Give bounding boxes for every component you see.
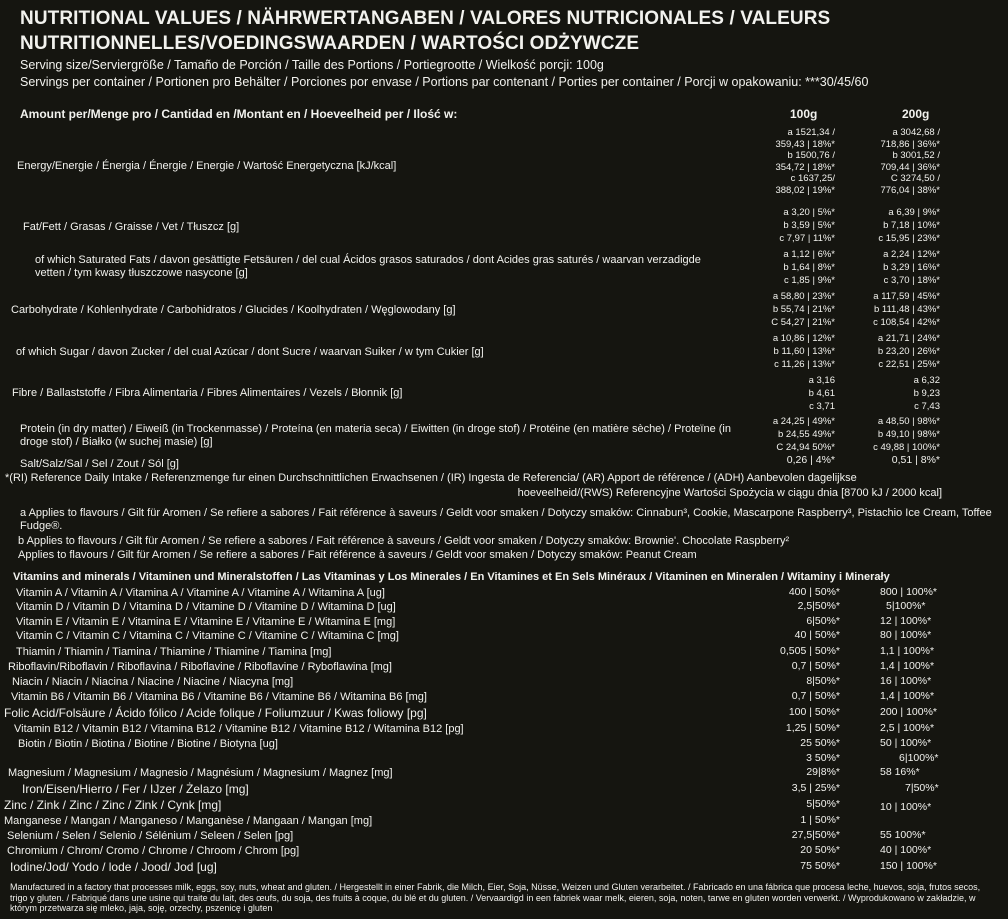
value-100g: a 1,12 | 6%*	[783, 249, 835, 260]
servings-per-container: Servings per container / Portionen pro Behälter / Porciones por envase / Portions par contenant / Porties per container / Porcji w opakowaniu: ***30/45/60	[20, 75, 869, 89]
vitamin-value-200g: 80 | 100%*	[880, 629, 932, 641]
vitamin-value-200g: 200 | 100%*	[880, 706, 938, 718]
vitamin-value-200g: 40 | 100%*	[880, 844, 932, 856]
value-100g: 354,72 | 18%*	[775, 161, 835, 173]
value-100g: a 10,86 | 12%*	[772, 333, 835, 344]
value-100g: 359,43 | 18%*	[775, 138, 835, 150]
column-header-200g: 200g	[902, 107, 930, 121]
vitamins-header: Vitamins and minerals / Vitaminen und Mineralstoffen / Las Vitaminas y Los Minerales / En Vitamines et En Sels Minéraux / Vitaminen en Mineralen / Witaminy i Minerały	[13, 571, 890, 583]
vitamin-value-100g: 20 50%*	[800, 844, 840, 856]
value-200g: c 22,51 | 25%*	[878, 359, 940, 371]
vitamin-label: Magnesium / Magnesium / Magnesio / Magnésium / Magnesium / Magnez [mg]	[8, 767, 393, 779]
vitamin-value-100g: 25 50%*	[800, 737, 840, 749]
nutrient-label: Protein (in dry matter) / Eiweiß (in Trockenmasse) / Proteína (en materia seca) / Eiwitten (in droge stof) / Protéine (en matière sèche) / Proteïne (in droge stof) / Białko (w suchej masie) [g]	[20, 423, 731, 448]
value-200g: a 6,39 | 9%*	[888, 207, 940, 218]
value-100g: a 3,16	[808, 375, 835, 386]
flavour-note-a: a Applies to flavours / Gilt für Aromen / Se refiere a sabores / Fait référence à saveurs / Geldt voor smaken / Dotyczy smaków: Cinnabun³, Cookie, Mascarpone Raspberry³, Pistachio Ice Cream, Toffee Fudge®.	[20, 507, 992, 532]
value-200g: 718,86 | 36%*	[880, 138, 940, 150]
vitamin-value-100g: 400 | 50%*	[788, 586, 840, 598]
vitamin-label: Biotin / Biotin / Biotina / Biotine / Biotine / Biotyna [ug]	[18, 738, 278, 750]
vitamin-value-100g: 1 | 50%*	[800, 814, 840, 826]
value-100g: a 24,25 | 49%*	[772, 416, 835, 427]
flavour-note-c: Applies to flavours / Gilt für Aromen / Se refiere a sabores / Fait référence à saveurs / Geldt voor smaken / Dotyczy smaków: Peanut Cream	[18, 549, 697, 561]
value-100g: b 11,60 | 13%*	[773, 346, 835, 358]
value-200g: 0,51 | 8%*	[891, 454, 940, 466]
vitamin-value-200g: 2,5 | 100%*	[880, 722, 935, 734]
serving-size: Serving size/Serviergröße / Tamaño de Porción / Taille des Portions / Portiegrootte / Wielkość porcji: 100g	[20, 58, 604, 72]
nutrient-label: Carbohydrate / Kohlenhydrate / Carbohidratos / Glucides / Koolhydraten / Węglowodany [g]	[11, 304, 456, 316]
vitamin-value-200g: 10 | 100%*	[880, 801, 932, 813]
vitamin-label: Vitamin B12 / Vitamin B12 / Vitamina B12 / Vitamine B12 / Vitamine B12 / Witamina B12 [pg]	[14, 723, 464, 735]
value-100g: b 3,59 | 5%*	[783, 220, 835, 232]
allergen-footer: Manufactured in a factory that processes milk, eggs, soy, nuts, wheat and gluten. / Hergestellt in einer Fabrik, die Milch, Eier, Soja, Nüsse, Weizen und Gluten verarbeitet. / Fabricado en una fábrica que procesa leche, huevos, soja, frutos secos, trigo y gluten. / Fabriqué dans une usine qui traite du lait, des œufs, du soja, des fruits à coque, du blé et du gluten. / Vervaardigd in een fabriek waar melk, eieren, soja, noten, tarwe en gluten worden verwerkt. / Wyprodukowano w zakładzie, w którym przetwarza się mleko, jaja, soję, orzechy, pszenicę i gluten	[10, 882, 981, 913]
vitamin-label: Niacin / Niacin / Niacina / Niacine / Niacine / Niacyna [mg]	[12, 676, 294, 688]
vitamin-value-200g: 7|50%*	[905, 782, 939, 794]
value-100g: 0,26 | 4%*	[786, 454, 835, 466]
value-200g: b 49,10 | 98%*	[877, 429, 940, 441]
vitamin-value-100g: 5|50%*	[806, 798, 840, 810]
value-200g: 709,44 | 36%*	[880, 161, 940, 173]
value-200g: b 23,20 | 26%*	[877, 346, 940, 358]
vitamin-value-100g: 75 50%*	[800, 860, 840, 872]
value-200g: a 21,71 | 24%*	[877, 333, 940, 344]
value-200g: c 108,54 | 42%*	[873, 317, 940, 329]
ri-note: *(RI) Reference Daily Intake / Referenzmenge fur einen Durchschnittlichen Erwachsenen / (IR) Ingesta de Referencia/ (AR) Apport de référence / (ADH) Aanbevolen dagelijkse	[5, 472, 857, 484]
value-100g: c 11,26 | 13%*	[774, 359, 835, 371]
vitamin-label: Riboflavin/Riboflavin / Riboflavina / Riboflavine / Riboflavine / Ryboflawina [mg]	[8, 661, 392, 673]
value-100g: b 1,64 | 8%*	[783, 262, 835, 274]
value-100g: C 24,94 50%*	[776, 442, 835, 454]
vitamin-label: Thiamin / Thiamin / Tiamina / Thiamine / Thiamine / Tiamina [mg]	[16, 646, 332, 658]
value-100g: a 58,80 | 23%*	[772, 291, 835, 302]
title-line-1: NUTRITIONAL VALUES / NÄHRWERTANGABEN / VALORES NUTRICIONALES / VALEURS	[20, 8, 831, 29]
vitamin-label: Vitamin B6 / Vitamin B6 / Vitamina B6 / Vitamine B6 / Vitamine B6 / Witamina B6 [mg]	[11, 691, 427, 703]
vitamin-label: Zinc / Zink / Zinc / Zinc / Zink / Cynk [mg]	[4, 798, 222, 812]
vitamin-value-200g: 12 | 100%*	[880, 615, 932, 627]
vitamin-value-100g: 100 | 50%*	[788, 706, 840, 718]
vitamin-value-200g: 50 | 100%*	[880, 737, 932, 749]
amount-header: Amount per/Menge pro / Cantidad en /Montant en / Hoeveelheid per / Ilość w:	[20, 107, 458, 121]
vitamin-value-200g: 55 100%*	[880, 829, 926, 841]
value-100g: C 54,27 | 21%*	[771, 317, 835, 329]
value-200g: c 7,43	[914, 401, 940, 413]
value-200g: b 7,18 | 10%*	[883, 220, 940, 232]
value-100g: 388,02 | 19%*	[775, 184, 835, 196]
value-200g: c 3,70 | 18%*	[883, 275, 940, 287]
vitamin-label: Selenium / Selen / Selenio / Sélénium / Seleen / Selen [pg]	[7, 830, 294, 842]
nutrient-label: Energy/Energie / Énergia / Énergie / Energie / Wartość Energetyczna [kJ/kcal]	[17, 160, 397, 172]
vitamin-value-100g: 3 50%*	[806, 752, 840, 764]
value-200g: b 9,23	[913, 388, 940, 400]
vitamin-value-100g: 0,505 | 50%*	[780, 645, 840, 657]
vitamin-value-200g: 150 | 100%*	[880, 860, 938, 872]
vitamin-value-100g: 40 | 50%*	[794, 629, 840, 641]
vitamin-value-200g: 5|100%*	[886, 600, 926, 612]
value-200g: 776,04 | 38%*	[880, 184, 940, 196]
vitamin-value-200g: 6|100%*	[899, 752, 939, 764]
vitamin-value-200g: 16 | 100%*	[880, 675, 932, 687]
value-100g: b 1500,76 /	[787, 150, 835, 161]
vitamin-label: Manganese / Mangan / Manganeso / Manganèse / Mangaan / Mangan [mg]	[4, 815, 373, 827]
value-200g: C 3274,50 /	[890, 173, 940, 184]
value-200g: a 3042,68 /	[892, 127, 940, 138]
value-100g: c 7,97 | 11%*	[779, 233, 835, 245]
flavour-note-b: b Applies to flavours / Gilt für Aromen / Se refiere a sabores / Fait référence à saveurs / Geldt voor smaken / Dotyczy smaków: Brownie'. Chocolate Raspberry²	[18, 535, 790, 547]
vitamin-value-100g: 8|50%*	[806, 675, 840, 687]
vitamin-value-100g: 1,25 | 50%*	[785, 722, 840, 734]
title-line-2: NUTRITIONNELLES/VOEDINGSWAARDEN / WARTOŚCI ODŻYWCZE	[20, 33, 640, 54]
column-header-100g: 100g	[790, 107, 818, 121]
nutrient-label: Salt/Salz/Sal / Sel / Zout / Sól [g]	[20, 458, 179, 470]
value-100g: a 3,20 | 5%*	[783, 207, 835, 218]
vitamin-value-200g: 58 16%*	[880, 766, 920, 778]
value-100g: a 1521,34 /	[787, 127, 835, 138]
vitamin-value-100g: 29|8%*	[806, 766, 840, 778]
vitamin-label: Vitamin C / Vitamin C / Vitamina C / Vitamine C / Vitamine C / Witamina C [mg]	[16, 630, 399, 642]
value-100g: c 1637,25/	[790, 173, 835, 184]
value-200g: a 117,59 | 45%*	[873, 291, 940, 302]
nutrient-label: Fibre / Ballaststoffe / Fibra Alimentaria / Fibres Alimentaires / Vezels / Błonnik [g]	[12, 387, 403, 399]
ri-note-line-2: hoeveelheid/(RWS) Referencyjne Wartości Spożycia w ciągu dnia [8700 kJ / 2000 kcal]	[517, 487, 942, 499]
value-200g: a 6,32	[913, 375, 940, 386]
value-200g: a 48,50 | 98%*	[877, 416, 940, 427]
value-200g: b 3001,52 /	[892, 150, 940, 161]
value-100g: b 55,74 | 21%*	[772, 304, 835, 316]
value-100g: c 1,85 | 9%*	[783, 275, 835, 287]
nutrient-label: Fat/Fett / Grasas / Graisse / Vet / Tłuszcz [g]	[23, 221, 240, 233]
vitamin-value-100g: 27,5|50%*	[791, 829, 840, 841]
vitamin-label: Folic Acid/Folsäure / Ácido fólico / Acide folique / Foliumzuur / Kwas foliowy [pg]	[4, 706, 427, 720]
vitamin-value-200g: 800 | 100%*	[880, 586, 938, 598]
value-200g: b 3,29 | 16%*	[883, 262, 940, 274]
vitamin-label: Iodine/Jod/ Yodo / lode / Jood/ Jod [ug]	[10, 860, 217, 874]
vitamin-value-100g: 6|50%*	[806, 615, 840, 627]
vitamin-value-100g: 0,7 | 50%*	[791, 690, 840, 702]
vitamin-label: Vitamin E / Vitamin E / Vitamina E / Vitamine E / Vitamine E / Witamina E [mg]	[16, 616, 396, 628]
value-100g: b 4,61	[808, 388, 835, 400]
nutrient-label: of which Sugar / davon Zucker / del cual Azúcar / dont Sucre / waarvan Suiker / w tym Cukier [g]	[16, 346, 484, 358]
value-200g: b 111,48 | 43%*	[873, 304, 940, 316]
value-100g: b 24,55 49%*	[777, 429, 835, 441]
value-100g: c 3,71	[809, 401, 835, 413]
value-200g: c 49,88 | 100%*	[873, 442, 940, 454]
vitamin-label: Iron/Eisen/Hierro / Fer / IJzer / Żelazo [mg]	[22, 782, 249, 796]
vitamin-value-100g: 2,5|50%*	[797, 600, 840, 612]
vitamin-value-100g: 3,5 | 25%*	[791, 782, 840, 794]
vitamin-value-200g: 1,4 | 100%*	[880, 660, 935, 672]
value-200g: a 2,24 | 12%*	[883, 249, 940, 260]
vitamin-value-200g: 1,4 | 100%*	[880, 690, 935, 702]
vitamin-value-100g: 0,7 | 50%*	[791, 660, 840, 672]
vitamin-label: Vitamin D / Vitamin D / Vitamina D / Vitamine D / Vitamine D / Witamina D [ug]	[16, 601, 396, 613]
vitamin-label: Vitamin A / Vitamin A / Vitamina A / Vitamine A / Vitamine A / Witamina A [ug]	[16, 587, 385, 599]
vitamin-label: Chromium / Chrom/ Cromo / Chrome / Chroom / Chrom [pg]	[7, 845, 300, 857]
nutrient-label: of which Saturated Fats / davon gesättigte Fetsäuren / del cual Ácidos grasos saturados / dont Acides gras saturés / waarvan verzadigde vetten / tym kwasy tłuszczowe nasycone [g]	[35, 254, 701, 279]
vitamin-value-200g: 1,1 | 100%*	[880, 645, 935, 657]
value-200g: c 15,95 | 23%*	[878, 233, 940, 245]
